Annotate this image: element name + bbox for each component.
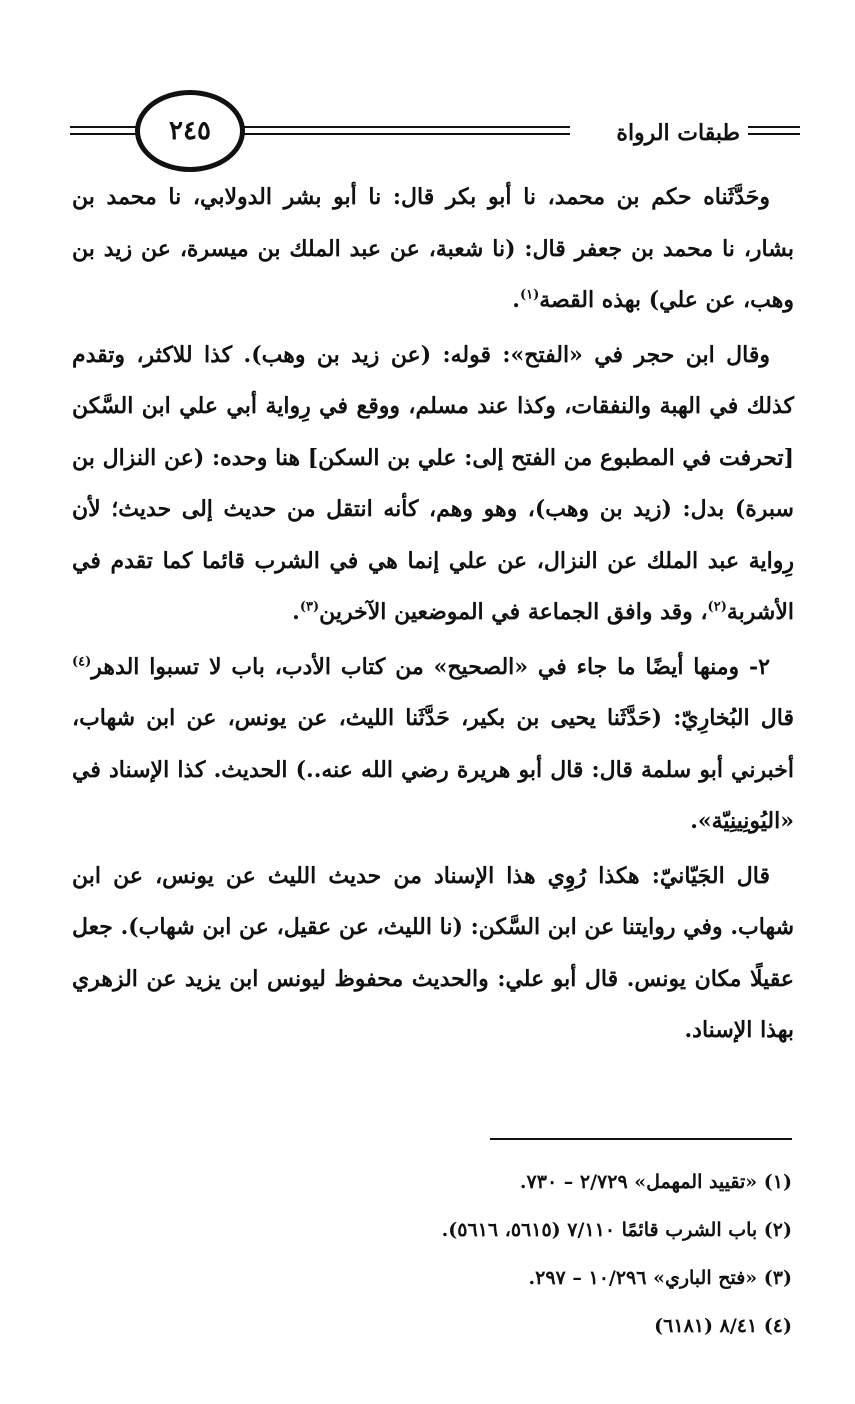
footnote-ref-1[interactable]: (١) bbox=[519, 287, 540, 303]
header-rule-mid-top bbox=[240, 126, 570, 128]
page-number: ٢٤٥ bbox=[169, 116, 211, 146]
header-rule-left-top bbox=[70, 126, 140, 128]
page-number-badge bbox=[135, 90, 245, 172]
footnote-separator bbox=[490, 1138, 792, 1140]
footnote-2: (٢) باب الشرب قائمًا ٧/١١٠ (٥٦١٥، ٥٦١٦). bbox=[441, 1219, 792, 1241]
footnote-3: (٣) «فتح الباري» ١٠/٢٩٦ – ٢٩٧. bbox=[528, 1267, 792, 1289]
footnote-4: (٤) ٨/٤١ (٦١٨١) bbox=[654, 1315, 792, 1337]
paragraph-2: وقال ابن حجر في «الفتح»: قوله: (عن زيد بن وهب). كذا للاكثر، وتقدم كذلك في الهبة والنفقات، وكذا عند مسلم، ووقع في رِواية أبي علي ابن السَّكن [تحرفت في المطبوع من الفتح إلى: علي بن السكن] هنا وحده: (عن النزال بن سبرة) بدل: (زيد بن وهب)، وهو وهم، كأنه انتقل من حديث إلى حديث؛ لأن رِواية عبد الملك عن النزال، عن علي إنما هي في الشرب قائما كما تقدم في الأشربة$^{(٢)}$، وقد وافق الجماعة في الموضعين الآخرين$^{(٣)}$. bbox=[72, 341, 794, 625]
header-rule-left-bottom bbox=[70, 133, 140, 135]
footnote-ref-3[interactable]: (٣) bbox=[299, 599, 320, 615]
main-text bbox=[72, 172, 794, 1057]
header-rule-right-bottom bbox=[748, 133, 800, 135]
page-header bbox=[70, 90, 800, 180]
running-title: طبقات الرواة bbox=[616, 120, 740, 146]
paragraph-4: قال الجَيّانيّ: هكذا رُوِي هذا الإسناد من حديث الليث عن يونس، عن ابن شهاب. وفي روايتنا عن ابن السَّكن: (نا الليث، عن عقيل، عن ابن شهاب). جعل عقيلًا مكان يونس. قال أبو علي: والحديث محفوظ ليونس ابن يزيد عن الزهري بهذا الإسناد. bbox=[72, 862, 794, 1043]
header-rule-right-top bbox=[748, 126, 800, 128]
footnote-1: (١) «تقييد المهمل» ٢/٧٢٩ – ٧٣٠. bbox=[519, 1171, 792, 1193]
header-rule-mid-bottom bbox=[240, 133, 570, 135]
footnotes bbox=[300, 1158, 792, 1350]
footnote-ref-4[interactable]: (٤) bbox=[72, 654, 92, 670]
paragraph-3: ٢- ومنها أيضًا ما جاء في «الصحيح» من كتاب الأدب، باب لا تسبوا الدهر$^{(٤)}$ قال البُخارِيّ: (حَدَّثَنا يحيى بن بكير، حَدَّثَنا الليث، عن يونس، عن ابن شهاب، أخبرني أبو سلمة قال: قال أبو هريرة رضي الله عنه..) الحديث. كذا الإسناد في «اليُونِينِيّة». bbox=[72, 653, 794, 834]
footnote-ref-2[interactable]: (٢) bbox=[707, 599, 727, 615]
paragraph-1: وحَدَّثَناه حكم بن محمد، نا أبو بكر قال: نا أبو بشر الدولابي، نا محمد بن بشار، نا محمد بن جعفر قال: (نا شعبة، عن عبد الملك بن ميسرة، عن زيد بن وهب، عن علي) بهذه القصة$^{(١)}$. bbox=[72, 184, 794, 313]
